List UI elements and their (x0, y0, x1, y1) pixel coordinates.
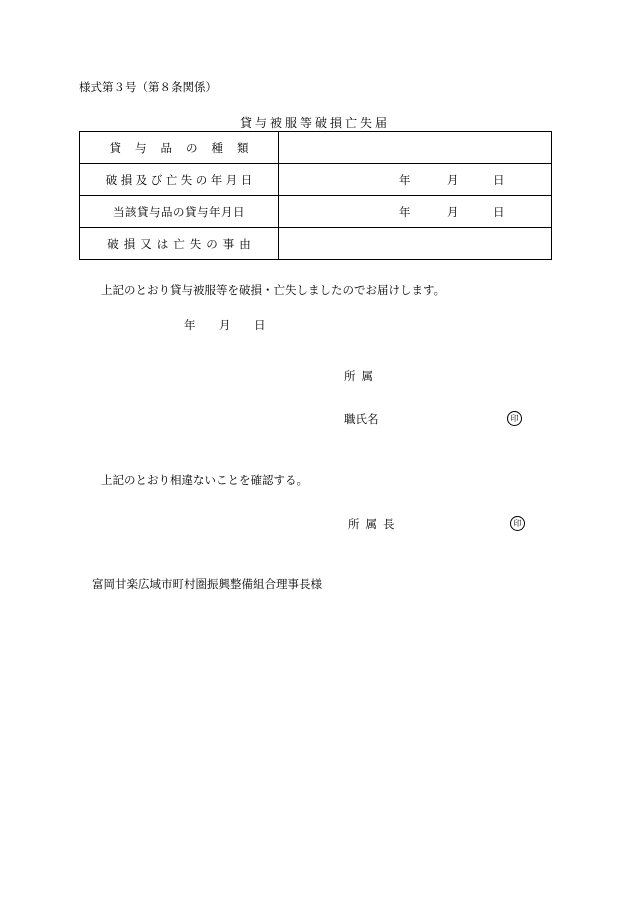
table-row (80, 164, 552, 196)
document-title: 貸与被服等破損亡失届 (239, 116, 390, 130)
seal-icon: 印 (510, 516, 525, 531)
damage-loss-date-field[interactable] (279, 164, 552, 196)
day-label: 日 (493, 173, 505, 187)
month-label: 月 (447, 173, 459, 187)
row-label-text: 当該貸与品の貸与年月日 (113, 204, 245, 219)
department-head-label: 所属長 (348, 517, 401, 531)
year-label: 年 (399, 205, 411, 219)
table-row (80, 196, 552, 228)
form-number: 様式第３号（第８条関係） (79, 80, 217, 94)
seal-icon: 印 (507, 411, 522, 426)
reason-field[interactable] (279, 228, 552, 260)
month-label: 月 (219, 318, 231, 332)
row-label-text: 破損及び亡失の年月日 (105, 172, 256, 187)
year-label: 年 (399, 173, 411, 187)
month-label: 月 (447, 205, 459, 219)
lending-date-field[interactable] (279, 196, 552, 228)
form-table (79, 131, 552, 260)
row-label (80, 228, 279, 260)
day-label: 日 (254, 318, 266, 332)
confirmation-statement: 上記のとおり相違ないことを確認する。 (101, 473, 308, 487)
table-row (80, 132, 552, 164)
year-label: 年 (184, 318, 196, 332)
row-label (80, 196, 279, 228)
report-statement: 上記のとおり貸与被服等を破損・亡失しましたのでお届けします。 (101, 283, 446, 297)
addressee: 富岡甘楽広域市町村圏振興整備組合理事長様 (92, 577, 322, 591)
job-title-name-label: 職氏名 (344, 412, 379, 426)
row-label (80, 132, 279, 164)
affiliation-label: 所属 (344, 369, 379, 383)
day-label: 日 (493, 205, 505, 219)
row-label (80, 164, 279, 196)
item-type-field[interactable] (279, 132, 552, 164)
table-row (80, 228, 552, 260)
row-label-text: 貸与品の種類 (109, 140, 263, 155)
row-label-text: 破損又は亡失の事由 (107, 236, 256, 251)
